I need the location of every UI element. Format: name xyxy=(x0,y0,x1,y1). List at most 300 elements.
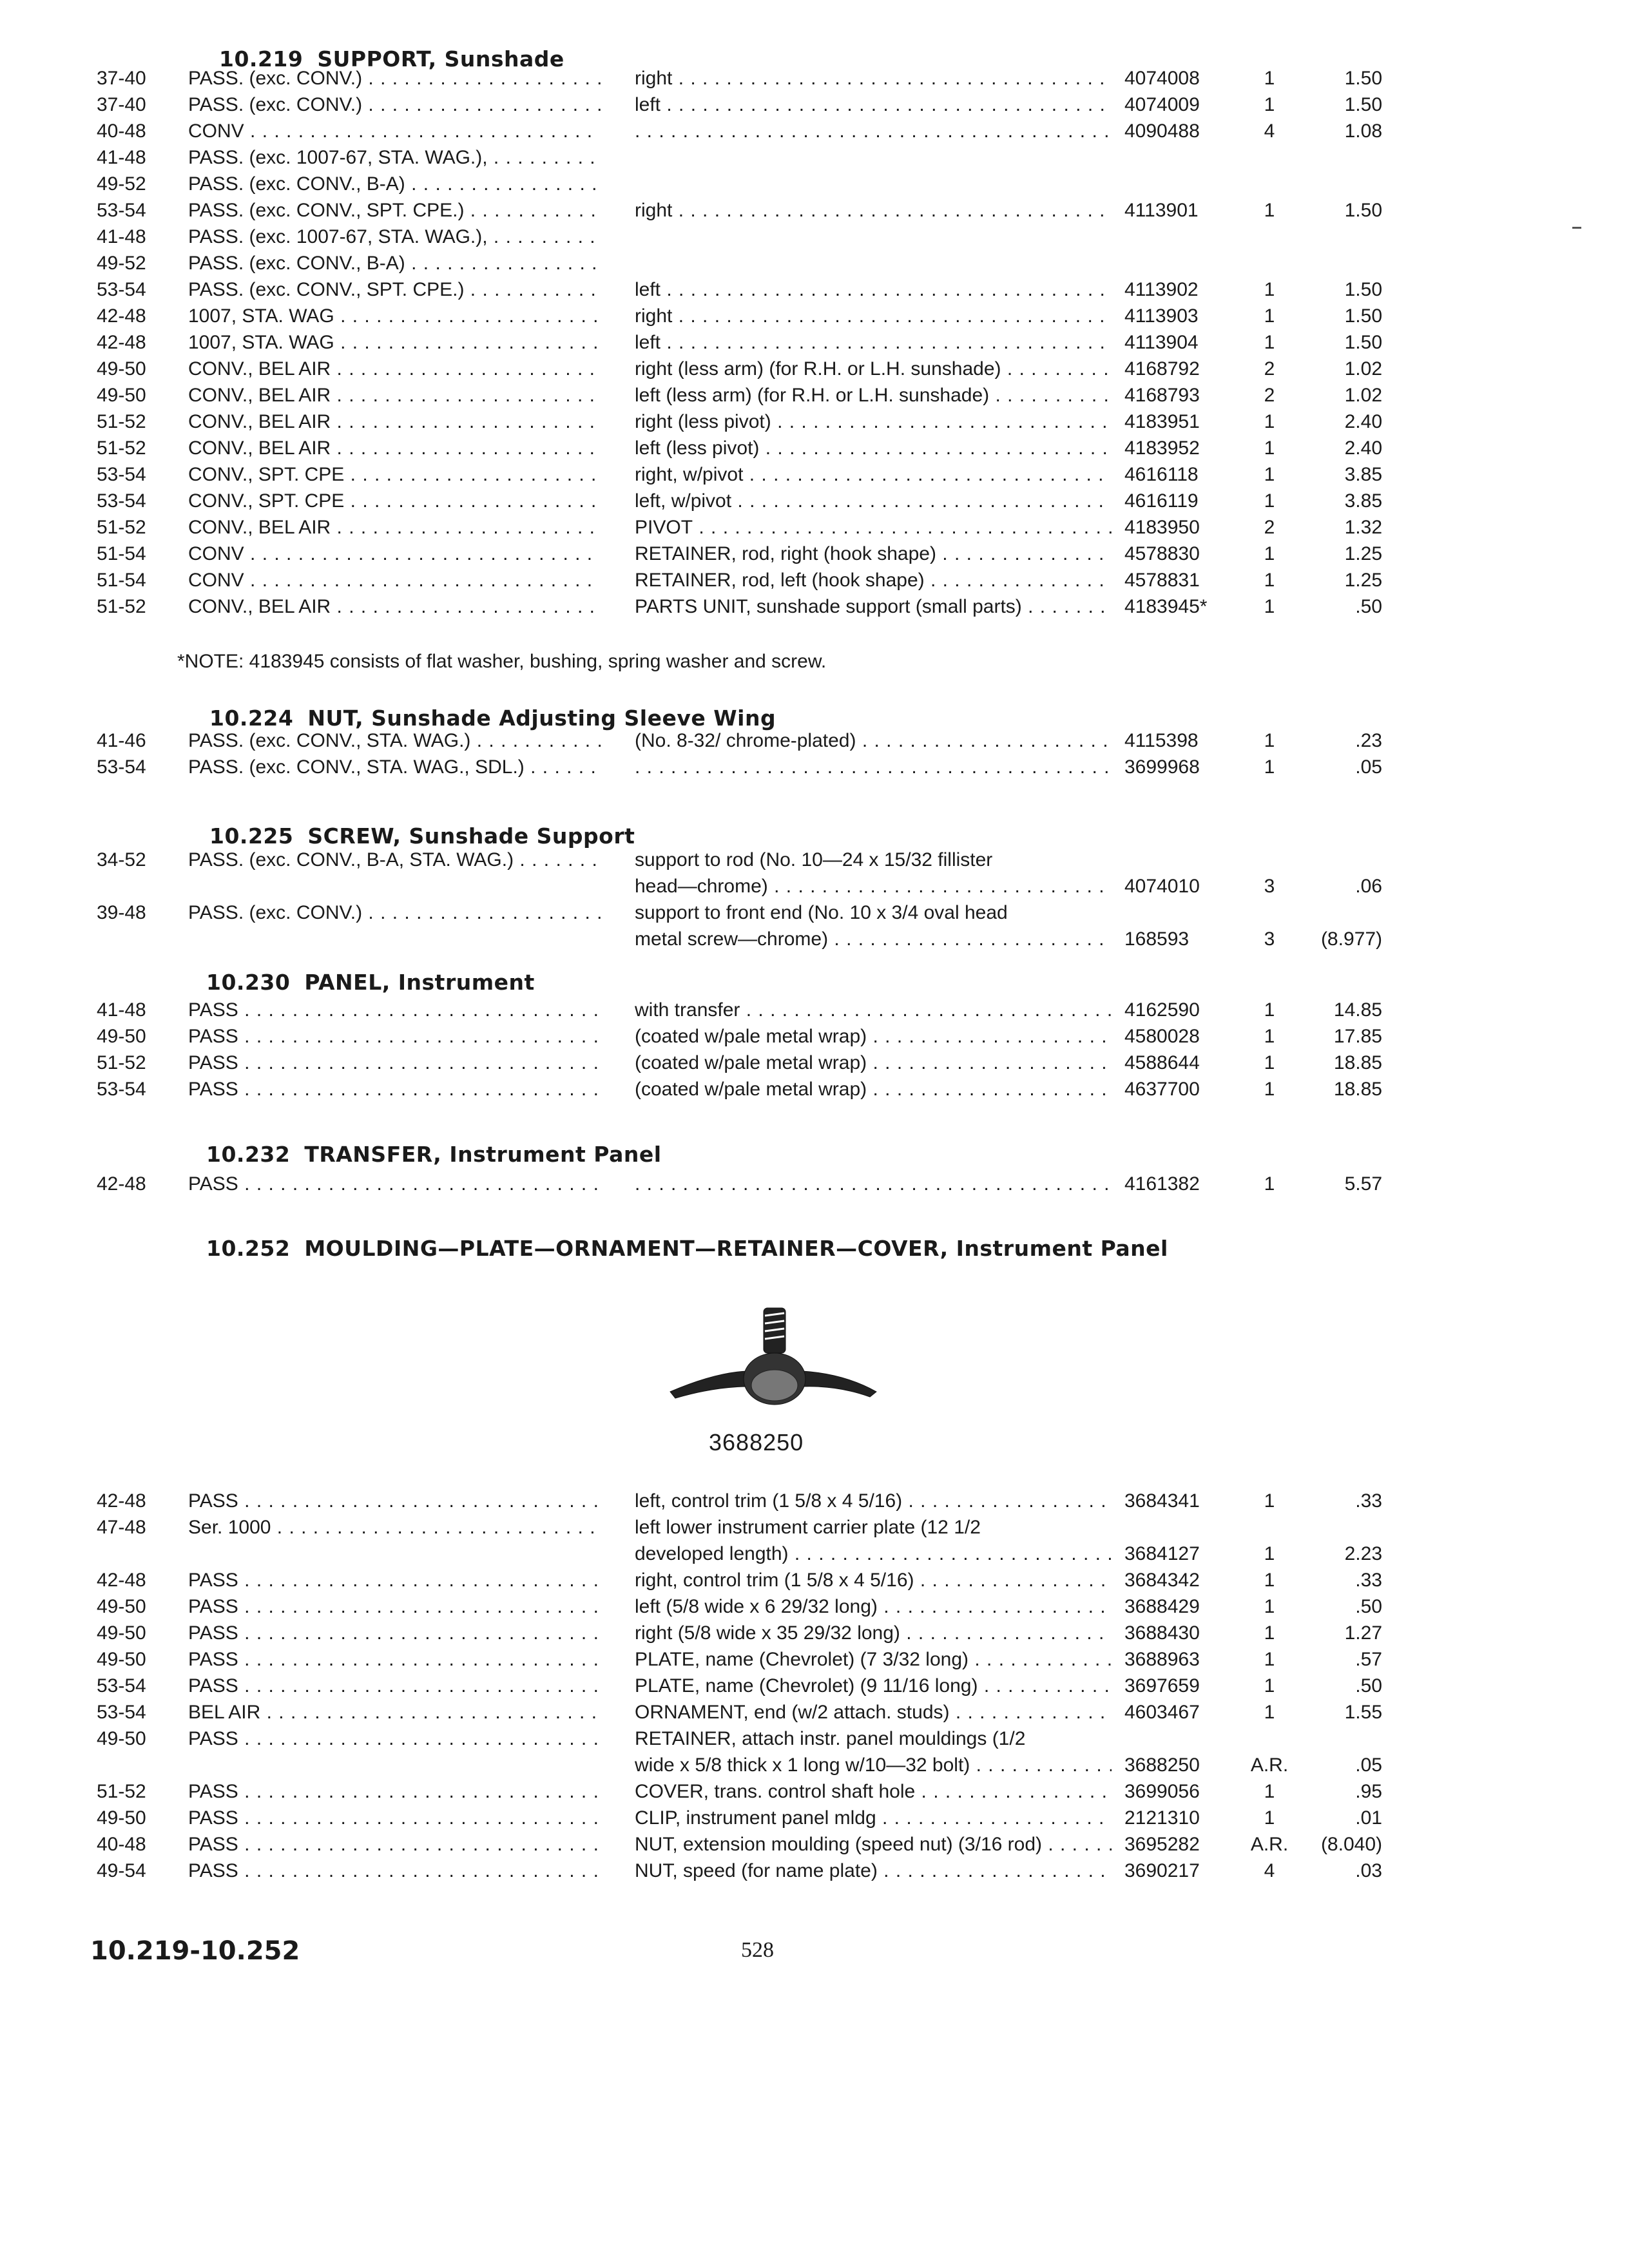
section-number: 10.224 xyxy=(209,706,294,731)
part-number: 3699968 xyxy=(1124,756,1200,778)
model-name: PASS. (exc. CONV., B-A, STA. WAG.) . . . xyxy=(188,847,601,873)
model-years: 49-50 xyxy=(97,1807,146,1829)
footer-section-range: 10.219-10.252 xyxy=(90,1936,300,1966)
quantity: 1 xyxy=(1264,464,1275,485)
part-description: with transfer . . . xyxy=(635,997,1112,1023)
price: .01 xyxy=(1355,1807,1382,1829)
scan-mark xyxy=(1572,227,1581,229)
part-description: left (less pivot) . . . xyxy=(635,436,1112,461)
table-row xyxy=(0,66,1629,91)
table-row xyxy=(0,171,1629,197)
model-years: 53-54 xyxy=(97,200,146,221)
part-number: 4161382 xyxy=(1124,1173,1200,1195)
price: .50 xyxy=(1355,1675,1382,1696)
part-description: support to front end (No. 10 x 3/4 oval head xyxy=(635,902,1008,923)
quantity: 1 xyxy=(1264,1781,1275,1802)
part-number: 4616119 xyxy=(1124,490,1199,512)
table-row xyxy=(0,1594,1629,1620)
section-title-s232 xyxy=(206,1142,662,1167)
price: 1.50 xyxy=(1344,305,1382,327)
part-number: 3684127 xyxy=(1124,1543,1200,1564)
quantity: A.R. xyxy=(1250,1754,1289,1776)
price: 3.85 xyxy=(1344,490,1382,512)
part-description: PLATE, name (Chevrolet) (7 3/32 long) . . . xyxy=(635,1647,1112,1673)
quantity: 1 xyxy=(1264,305,1275,327)
quantity: 4 xyxy=(1264,120,1275,142)
model-years: 51-52 xyxy=(97,437,146,459)
part-description: developed length) . . . xyxy=(635,1541,1112,1567)
price: 1.02 xyxy=(1344,385,1382,406)
part-number: 3684342 xyxy=(1124,1570,1200,1591)
price: .05 xyxy=(1355,1754,1382,1776)
table-row xyxy=(0,1779,1629,1805)
section-heading: MOULDING—PLATE—ORNAMENT—RETAINER—COVER, Instrument Panel xyxy=(304,1236,1168,1261)
model-name: CONV . . . xyxy=(188,568,601,593)
quantity: 1 xyxy=(1264,200,1275,221)
quantity: 1 xyxy=(1264,1490,1275,1512)
price: .57 xyxy=(1355,1649,1382,1670)
model-name: PASS . . . xyxy=(188,1673,601,1699)
quantity: 1 xyxy=(1264,437,1275,459)
part-description: wide x 5/8 thick x 1 long w/10—32 bolt) . . . xyxy=(635,1753,1112,1778)
quantity: 1 xyxy=(1264,543,1275,564)
section-number: 10.225 xyxy=(209,823,294,849)
part-description: COVER, trans. control shaft hole . . . xyxy=(635,1779,1112,1805)
part-number: 4113902 xyxy=(1124,279,1199,300)
model-years: 49-54 xyxy=(97,1860,146,1881)
part-number: 3690217 xyxy=(1124,1860,1200,1881)
part-number: 3697659 xyxy=(1124,1675,1200,1696)
table-row xyxy=(0,1832,1629,1858)
model-years: 49-50 xyxy=(97,358,146,380)
part-description: support to rod (No. 10—24 x 15/32 fillister xyxy=(635,849,993,870)
quantity: 1 xyxy=(1264,1622,1275,1644)
table-row xyxy=(0,1488,1629,1514)
model-name: PASS . . . xyxy=(188,1620,601,1646)
part-description xyxy=(635,754,1112,780)
model-name: PASS. (exc. CONV.) . . . xyxy=(188,66,601,91)
table-row xyxy=(0,462,1629,488)
model-years: 49-50 xyxy=(97,1728,146,1749)
part-number: 3695282 xyxy=(1124,1834,1200,1855)
part-description: left . . . xyxy=(635,330,1112,356)
model-name: PASS . . . xyxy=(188,1171,601,1197)
price: .03 xyxy=(1355,1860,1382,1881)
model-years: 42-48 xyxy=(97,305,146,327)
quantity: 1 xyxy=(1264,596,1275,617)
part-description: left . . . xyxy=(635,277,1112,303)
model-years: 34-52 xyxy=(97,849,146,870)
part-number: 4113901 xyxy=(1124,200,1199,221)
part-description: left lower instrument carrier plate (12 1/2 xyxy=(635,1517,981,1538)
model-years: 49-50 xyxy=(97,1026,146,1047)
part-description: left . . . xyxy=(635,92,1112,118)
table-row xyxy=(0,145,1629,171)
price: 1.50 xyxy=(1344,279,1382,300)
part-description: head—chrome) . . . xyxy=(635,874,1112,899)
price: (8.977) xyxy=(1320,928,1382,950)
part-description: left, control trim (1 5/8 x 4 5/16) . . . xyxy=(635,1488,1112,1514)
part-description: right (5/8 wide x 35 29/32 long) . . . xyxy=(635,1620,1112,1646)
model-name: PASS. (exc. CONV., STA. WAG.) . . . xyxy=(188,728,601,754)
quantity: 1 xyxy=(1264,1570,1275,1591)
price: .06 xyxy=(1355,876,1382,897)
table-row xyxy=(0,847,1629,873)
price: 1.50 xyxy=(1344,200,1382,221)
part-number: 3688429 xyxy=(1124,1596,1200,1617)
model-years: 51-52 xyxy=(97,517,146,538)
part-description: (coated w/pale metal wrap) . . . xyxy=(635,1077,1112,1102)
model-years: 41-48 xyxy=(97,226,146,247)
table-row xyxy=(0,488,1629,514)
price: .50 xyxy=(1355,1596,1382,1617)
part-description: (coated w/pale metal wrap) . . . xyxy=(635,1050,1112,1076)
model-years: 41-48 xyxy=(97,999,146,1021)
part-description: right, w/pivot . . . xyxy=(635,462,1112,488)
table-row xyxy=(0,1647,1629,1673)
quantity: 1 xyxy=(1264,279,1275,300)
part-number: 3699056 xyxy=(1124,1781,1200,1802)
part-number: 168593 xyxy=(1124,928,1190,950)
retainer-diagram xyxy=(657,1295,889,1424)
section-title-s230 xyxy=(206,970,535,995)
table-row xyxy=(0,409,1629,435)
table-row xyxy=(0,1050,1629,1076)
part-number: 4074010 xyxy=(1124,876,1200,897)
part-number: 4183950 xyxy=(1124,517,1200,538)
quantity: 1 xyxy=(1264,730,1275,751)
table-row xyxy=(0,224,1629,250)
table-row xyxy=(0,1753,1629,1778)
table-row xyxy=(0,594,1629,620)
quantity: 1 xyxy=(1264,1079,1275,1100)
table-row xyxy=(0,1568,1629,1593)
part-number: 4090488 xyxy=(1124,120,1200,142)
part-description: NUT, extension moulding (speed nut) (3/16 rod) . . . xyxy=(635,1832,1112,1858)
quantity: 1 xyxy=(1264,570,1275,591)
part-description: left (less arm) (for R.H. or L.H. sunshade) . . . xyxy=(635,383,1112,408)
model-years: 53-54 xyxy=(97,756,146,778)
model-name: PASS . . . xyxy=(188,1594,601,1620)
price: 2.40 xyxy=(1344,411,1382,432)
quantity: 1 xyxy=(1264,1702,1275,1723)
quantity: 1 xyxy=(1264,1807,1275,1829)
part-description: right, control trim (1 5/8 x 4 5/16) . . . xyxy=(635,1568,1112,1593)
price: 14.85 xyxy=(1333,999,1382,1021)
quantity: 3 xyxy=(1264,928,1275,950)
price: 1.50 xyxy=(1344,94,1382,115)
model-name: PASS. (exc. CONV., B-A) . . . xyxy=(188,171,601,197)
model-name: PASS. (exc. CONV., SPT. CPE.) . . . xyxy=(188,198,601,224)
table-row xyxy=(0,251,1629,276)
model-years: 42-48 xyxy=(97,1570,146,1591)
part-description: PIVOT . . . xyxy=(635,515,1112,541)
price: 1.27 xyxy=(1344,1622,1382,1644)
part-number: 4578830 xyxy=(1124,543,1200,564)
price: .50 xyxy=(1355,596,1382,617)
part-description: right . . . xyxy=(635,303,1112,329)
part-description: metal screw—chrome) . . . xyxy=(635,927,1112,952)
section-heading: NUT, Sunshade Adjusting Sleeve Wing xyxy=(307,706,776,731)
model-name: CONV., BEL AIR . . . xyxy=(188,594,601,620)
section-heading: SUPPORT, Sunshade xyxy=(317,46,564,72)
model-years: 42-48 xyxy=(97,332,146,353)
part-number: 4603467 xyxy=(1124,1702,1200,1723)
part-number: 4578831 xyxy=(1124,570,1200,591)
model-years: 49-50 xyxy=(97,385,146,406)
model-years: 53-54 xyxy=(97,1675,146,1696)
table-row xyxy=(0,356,1629,382)
table-row xyxy=(0,1024,1629,1050)
table-row xyxy=(0,303,1629,329)
part-description: right . . . xyxy=(635,66,1112,91)
model-years: 39-48 xyxy=(97,902,146,923)
part-number: 3684341 xyxy=(1124,1490,1200,1512)
part-number: 3688963 xyxy=(1124,1649,1200,1670)
model-years: 37-40 xyxy=(97,68,146,89)
table-row xyxy=(0,1805,1629,1831)
part-description: left (5/8 wide x 6 29/32 long) . . . xyxy=(635,1594,1112,1620)
part-description: CLIP, instrument panel mldg . . . xyxy=(635,1805,1112,1831)
model-name: PASS . . . xyxy=(188,1858,601,1884)
model-years: 41-48 xyxy=(97,147,146,168)
model-name: PASS . . . xyxy=(188,1488,601,1514)
model-years: 41-46 xyxy=(97,730,146,751)
part-number: 3688430 xyxy=(1124,1622,1200,1644)
table-row xyxy=(0,330,1629,356)
quantity: 1 xyxy=(1264,756,1275,778)
table-row xyxy=(0,874,1629,899)
section-title-s224 xyxy=(209,706,776,731)
price: 18.85 xyxy=(1333,1052,1382,1073)
quantity: 1 xyxy=(1264,1675,1275,1696)
table-row xyxy=(0,383,1629,408)
price: 1.08 xyxy=(1344,120,1382,142)
model-years: 53-54 xyxy=(97,464,146,485)
part-description: left, w/pivot . . . xyxy=(635,488,1112,514)
part-number: 3688250 xyxy=(1124,1754,1200,1776)
model-name: PASS . . . xyxy=(188,1647,601,1673)
table-row xyxy=(0,997,1629,1023)
model-name: CONV., SPT. CPE . . . xyxy=(188,462,601,488)
model-years: 42-48 xyxy=(97,1173,146,1195)
section-number: 10.232 xyxy=(206,1142,291,1167)
table-row xyxy=(0,1858,1629,1884)
price: (8.040) xyxy=(1320,1834,1382,1855)
footnote: *NOTE: 4183945 consists of flat washer, bushing, spring washer and screw. xyxy=(177,651,827,672)
quantity: 4 xyxy=(1264,1860,1275,1881)
table-row xyxy=(0,1673,1629,1699)
section-heading: SCREW, Sunshade Support xyxy=(307,823,635,849)
table-row xyxy=(0,1515,1629,1541)
quantity: 1 xyxy=(1264,1052,1275,1073)
quantity: A.R. xyxy=(1250,1834,1289,1855)
part-number: 4183952 xyxy=(1124,437,1200,459)
model-years: 49-50 xyxy=(97,1649,146,1670)
retainer-face xyxy=(751,1370,798,1401)
quantity: 1 xyxy=(1264,332,1275,353)
table-row xyxy=(0,277,1629,303)
section-title-s225 xyxy=(209,823,635,849)
part-number: 4637700 xyxy=(1124,1079,1200,1100)
section-title-s252 xyxy=(206,1236,1168,1261)
table-row xyxy=(0,1620,1629,1646)
part-description: RETAINER, rod, left (hook shape) . . . xyxy=(635,568,1112,593)
model-name: PASS . . . xyxy=(188,1568,601,1593)
part-number: 4074008 xyxy=(1124,68,1200,89)
model-name: CONV . . . xyxy=(188,119,601,144)
model-name: PASS . . . xyxy=(188,1779,601,1805)
model-years: 42-48 xyxy=(97,1490,146,1512)
model-name: PASS . . . xyxy=(188,1832,601,1858)
quantity: 1 xyxy=(1264,411,1275,432)
model-name: PASS. (exc. CONV., STA. WAG., SDL.) . . . xyxy=(188,754,601,780)
part-number: 4580028 xyxy=(1124,1026,1200,1047)
model-name: CONV., SPT. CPE . . . xyxy=(188,488,601,514)
quantity: 1 xyxy=(1264,1649,1275,1670)
model-years: 40-48 xyxy=(97,1834,146,1855)
part-number: 4616118 xyxy=(1124,464,1199,485)
section-number: 10.252 xyxy=(206,1236,291,1261)
price: .33 xyxy=(1355,1570,1382,1591)
quantity: 2 xyxy=(1264,358,1275,380)
table-row xyxy=(0,900,1629,926)
model-name: PASS. (exc. 1007-67, STA. WAG.), . . . xyxy=(188,224,601,250)
model-years: 51-52 xyxy=(97,1052,146,1073)
part-number: 2121310 xyxy=(1124,1807,1200,1829)
quantity: 1 xyxy=(1264,68,1275,89)
model-years: 49-52 xyxy=(97,253,146,274)
part-description: (No. 8-32/ chrome-plated) . . . xyxy=(635,728,1112,754)
model-years: 49-52 xyxy=(97,173,146,195)
model-name: PASS. (exc. CONV.) . . . xyxy=(188,900,601,926)
part-description: right . . . xyxy=(635,198,1112,224)
price: .05 xyxy=(1355,756,1382,778)
model-years: 53-54 xyxy=(97,1702,146,1723)
part-number: 4115398 xyxy=(1124,730,1199,751)
quantity: 1 xyxy=(1264,94,1275,115)
model-years: 51-52 xyxy=(97,411,146,432)
part-number: 4113904 xyxy=(1124,332,1199,353)
table-row xyxy=(0,1077,1629,1102)
model-years: 53-54 xyxy=(97,1079,146,1100)
section-heading: PANEL, Instrument xyxy=(304,970,535,995)
model-years: 40-48 xyxy=(97,120,146,142)
price: .23 xyxy=(1355,730,1382,751)
table-row xyxy=(0,92,1629,118)
price: 2.23 xyxy=(1344,1543,1382,1564)
table-row xyxy=(0,1726,1629,1752)
price: 1.25 xyxy=(1344,570,1382,591)
table-row xyxy=(0,728,1629,754)
quantity: 1 xyxy=(1264,490,1275,512)
model-years: 51-54 xyxy=(97,570,146,591)
section-number: 10.230 xyxy=(206,970,291,995)
model-name: Ser. 1000 . . . xyxy=(188,1515,601,1541)
model-years: 47-48 xyxy=(97,1517,146,1538)
model-years: 53-54 xyxy=(97,490,146,512)
part-description xyxy=(635,1171,1112,1197)
part-description: ORNAMENT, end (w/2 attach. studs) . . . xyxy=(635,1700,1112,1725)
price: 5.57 xyxy=(1344,1173,1382,1195)
section-number: 10.219 xyxy=(219,46,304,72)
model-years: 53-54 xyxy=(97,279,146,300)
model-name: CONV., BEL AIR . . . xyxy=(188,356,601,382)
part-number: 4074009 xyxy=(1124,94,1200,115)
model-name: PASS. (exc. CONV., SPT. CPE.) . . . xyxy=(188,277,601,303)
quantity: 2 xyxy=(1264,385,1275,406)
part-description: NUT, speed (for name plate) . . . xyxy=(635,1858,1112,1884)
table-row xyxy=(0,119,1629,144)
table-row xyxy=(0,1700,1629,1725)
model-name: PASS. (exc. CONV.) . . . xyxy=(188,92,601,118)
part-number: 4183945* xyxy=(1124,596,1208,617)
model-name: CONV., BEL AIR . . . xyxy=(188,409,601,435)
table-row xyxy=(0,927,1629,952)
model-name: CONV., BEL AIR . . . xyxy=(188,515,601,541)
part-number: 4588644 xyxy=(1124,1052,1200,1073)
part-number: 4162590 xyxy=(1124,999,1200,1021)
table-row xyxy=(0,754,1629,780)
part-description: RETAINER, attach instr. panel mouldings (1/2 xyxy=(635,1728,1026,1749)
part-description: PARTS UNIT, sunshade support (small parts) . . . xyxy=(635,594,1112,620)
price: 2.40 xyxy=(1344,437,1382,459)
quantity: 3 xyxy=(1264,876,1275,897)
quantity: 2 xyxy=(1264,517,1275,538)
model-name: BEL AIR . . . xyxy=(188,1700,601,1725)
price: 1.32 xyxy=(1344,517,1382,538)
price: 1.02 xyxy=(1344,358,1382,380)
price: 1.50 xyxy=(1344,68,1382,89)
model-name: PASS. (exc. CONV., B-A) . . . xyxy=(188,251,601,276)
model-name: CONV., BEL AIR . . . xyxy=(188,436,601,461)
section-heading: TRANSFER, Instrument Panel xyxy=(304,1142,662,1167)
quantity: 1 xyxy=(1264,999,1275,1021)
model-name: PASS . . . xyxy=(188,1024,601,1050)
model-name: PASS. (exc. 1007-67, STA. WAG.), . . . xyxy=(188,145,601,171)
part-number: 4183951 xyxy=(1124,411,1200,432)
model-years: 37-40 xyxy=(97,94,146,115)
table-row xyxy=(0,515,1629,541)
quantity: 1 xyxy=(1264,1173,1275,1195)
part-description xyxy=(635,119,1112,144)
price: .95 xyxy=(1355,1781,1382,1802)
table-row xyxy=(0,1171,1629,1197)
model-years: 51-54 xyxy=(97,543,146,564)
part-number: 4113903 xyxy=(1124,305,1199,327)
price: .33 xyxy=(1355,1490,1382,1512)
footer-page-number: 528 xyxy=(741,1938,774,1962)
model-name: PASS . . . xyxy=(188,1805,601,1831)
price: 18.85 xyxy=(1333,1079,1382,1100)
model-years: 49-50 xyxy=(97,1622,146,1644)
price: 1.50 xyxy=(1344,332,1382,353)
part-description: RETAINER, rod, right (hook shape) . . . xyxy=(635,541,1112,567)
price: 17.85 xyxy=(1333,1026,1382,1047)
part-number: 4168792 xyxy=(1124,358,1200,380)
quantity: 1 xyxy=(1264,1026,1275,1047)
model-name: PASS . . . xyxy=(188,1726,601,1752)
model-name: PASS . . . xyxy=(188,1077,601,1102)
model-years: 51-52 xyxy=(97,596,146,617)
diagram-part-number: 3688250 xyxy=(709,1429,804,1456)
part-description: PLATE, name (Chevrolet) (9 11/16 long) . . . xyxy=(635,1673,1112,1699)
table-row xyxy=(0,541,1629,567)
model-name: CONV . . . xyxy=(188,541,601,567)
table-row xyxy=(0,1541,1629,1567)
model-name: CONV., BEL AIR . . . xyxy=(188,383,601,408)
part-description: (coated w/pale metal wrap) . . . xyxy=(635,1024,1112,1050)
